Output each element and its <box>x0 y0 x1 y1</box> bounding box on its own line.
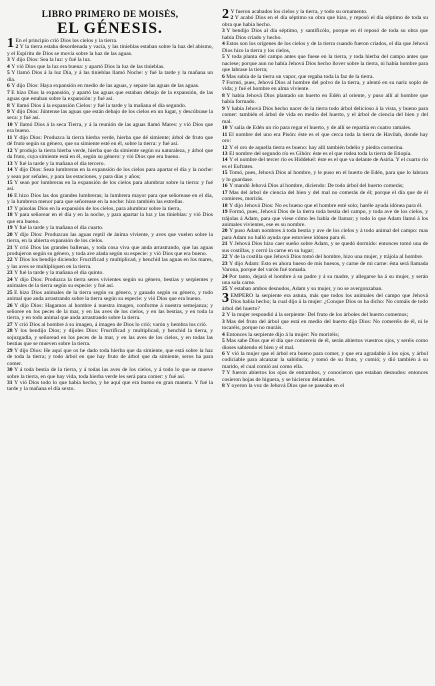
verse-text: Y á toda bestia de la tierra, y á todas las aves de los cielos, y á todo lo que se mueve sobre la tierra, en que hay vida, toda hierba verde les será para comer: y fué así. <box>7 367 213 380</box>
left-column <box>7 9 213 685</box>
verse <box>222 132 428 145</box>
verse-text: Y Dios los bendijo diciendo: Fructificad y multiplicad, y henchid las aguas en los mares, y las aves se multipliquen en la tierra. <box>7 257 213 270</box>
verse <box>222 41 428 54</box>
verse-text: Mas subía de la tierra un vapor, que regaba toda la faz de la tierra. <box>226 73 374 80</box>
verse <box>7 193 213 206</box>
verse-text: Mas del fruto del árbol que está en medio del huerto dijo Dios: No comeréis de él, ni le tocaréis, porque no muráis. <box>222 318 428 332</box>
verse <box>7 44 213 57</box>
verse-number: 5 <box>222 338 225 345</box>
verse-text: Y los bendijo Dios; y díjoles Dios: Fructificad y multiplicad, y henchid la tierra, y sojuzgadla, y señoread en los peces de la mar, y en las aves de los cielos, y en todas las bestias que se mueven sobre la tierra. <box>7 328 213 348</box>
verse <box>222 157 428 170</box>
verse <box>222 228 428 241</box>
verse <box>7 232 213 245</box>
verse-text: Y toda planta del campo antes que fuese en la tierra, y toda hierba del campo antes que naciese; porque aun no había Jehová Dios hecho llover sobre la tierra, ni había hombre para que labrase la tierra; <box>222 54 428 74</box>
verse <box>222 383 428 389</box>
verse-number: 25 <box>7 289 13 296</box>
verse-number: 22 <box>7 257 13 264</box>
verse <box>222 28 428 41</box>
verse-text: Y vió Dios todo lo que había hecho, y he aquí que era bueno en gran manera. Y fué la tarde y la mañana el día sexto. <box>7 380 213 393</box>
verse-number: 29 <box>7 347 13 354</box>
verse <box>222 351 428 370</box>
verse-text: Formó, pues, Jehová Dios de la tierra toda bestia del campo, y toda ave de los cielos, y trájolas á Adam, para que viese cómo les había de llamar; y todo lo que Adam llamó á los animales vivientes, ese es su nombre. <box>222 209 428 228</box>
verse <box>7 380 213 393</box>
verse-number: 3 <box>222 318 225 325</box>
verse-number: 18 <box>7 212 13 219</box>
verse-text: Y de la costilla que Jehová Dios tomó del hombre, hizo una mujer, y trájola al hombre. <box>229 254 424 261</box>
verse-text: Y salía de Edén un río para regar el huerto, y de allí se repartía en cuatro ramales. <box>229 125 412 132</box>
chapter-number: 3 <box>222 290 229 306</box>
verse <box>7 167 213 180</box>
verse-number: 25 <box>222 286 228 293</box>
verse <box>7 245 213 258</box>
verse <box>222 338 428 351</box>
verse-number: 22 <box>222 254 228 261</box>
verse-text: Y había Jehová Dios plantado un huerto en Edén al oriente, y puso allí al hombre que había formado. <box>222 92 428 106</box>
verse-number: 17 <box>222 189 228 196</box>
verse-number: 21 <box>7 244 13 251</box>
verse-number: 9 <box>222 105 225 112</box>
verse-text: Formó, pues, Jehová Dios al hombre del polvo de la tierra, y alentó en su nariz soplo de vida; y fué el hombre en alma viviente. <box>222 79 428 93</box>
verse-text: Y llamó Dios á la luz Día, y á las tinieblas llamó Noche: y fué la tarde y la mañana un día. <box>7 70 213 83</box>
verse-text: E hizo Dios las dos grandes lumbreras; la lumbrera mayor para que señorease en el día, y la lumbrera menor para que señorease en la noche: hizo también las estrellas. <box>7 192 213 206</box>
verse <box>222 290 428 312</box>
verse-number: 19 <box>222 209 228 216</box>
verse-text: Y dijo Dios: Hagamos al hombre á nuestra imagen, conforme á nuestra semejanza; y señoree en los peces de la mar, y en las aves de los cielos, y en las bestias, y en toda la tierra, y en todo animal que anda arrastrando sobre la tierra. <box>7 302 213 322</box>
verse-number: 30 <box>7 367 13 374</box>
verse-text: E hizo Dios la expansión, y apartó las aguas que estaban debajo de la expansión, de las aguas que estaban sobre la expansión: y fué así. <box>7 89 213 103</box>
verse-number: 23 <box>222 260 228 267</box>
verse <box>222 170 428 183</box>
verse-text: Y puso Adam nombres á toda bestia y ave de los cielos y á todo animal del campo: mas para Adam no halló ayuda que estuviese idónea para él. <box>222 228 428 241</box>
verse-number: 2 <box>230 15 234 22</box>
verse <box>7 328 213 347</box>
verse-text: Y dijo Dios: Júntense las aguas que están debajo de los cielos en un lugar, y descúbrase la seca: y fué así. <box>7 108 213 122</box>
verse-text: Estos son los orígenes de los cielos y de la tierra cuando fueron criados, el día que Jehová Dios hizo la tierra y los cielos, <box>222 41 428 54</box>
verse-text: Y dijo Dios: He aquí que os he dado toda hierba que da simiente, que está sobre la haz de toda la tierra; y todo árbol en que hay fruto de árbol que da simiente, seros ha para comer. <box>7 347 213 367</box>
verse-text: Y fué la tarde y la mañana el día cuarto. <box>14 225 104 232</box>
verse-number: 20 <box>7 231 13 238</box>
verse-number: 5 <box>7 70 10 77</box>
verse <box>7 257 213 270</box>
verse-text: Y la mujer respondió á la serpiente: Del fruto de los árboles del huerto comemos; <box>226 312 409 319</box>
verse-text: Y oyeron la voz de Jehová Dios que se paseaba en el <box>226 383 345 390</box>
verse-number: 6 <box>222 351 225 358</box>
verse-number: 14 <box>222 157 228 164</box>
verse-number: 13 <box>7 160 13 167</box>
verse-text: Y dijo Dios: Produzcan las aguas reptil de ánima viviente, y aves que vuelen sobre la tierra, en la abierta expansión de los cielos. <box>7 231 213 245</box>
verse-text: Y bendijo Dios al día séptimo, y santificólo, porque en él reposó de toda su obra que había Dios criado y hecho. <box>222 28 428 41</box>
verse-text: Y fueron abiertos los ojos de entrambos, y conocieron que estaban desnudos: entonces cosieron hojas de higuera, y se hicieron delantales. <box>222 370 428 383</box>
verse <box>7 367 213 380</box>
book-name: EL GÉNESIS. <box>57 20 163 37</box>
chapter-number: 2 <box>222 9 229 22</box>
verse <box>222 15 428 28</box>
verse-text: Y dijo Dios: Produzca la tierra seres vivientes según su género, bestias y serpientes y animales de la tierra según su especie: y fué así. <box>7 276 213 290</box>
verse <box>222 93 428 106</box>
verse <box>7 109 213 122</box>
verse-text: Y dijo Jehová Dios: No es bueno que el hombre esté solo; haréle ayuda idónea para él. <box>229 202 423 209</box>
book-title: LIBRO PRIMERO DE MOISÉS, <box>41 9 179 19</box>
verse <box>222 370 428 383</box>
verse-text: Y produjo la tierra hierba verde, hierba que da simiente según su naturaleza, y árbol que da fruto, cuya simiente está en él, según su género: y vió Dios que era bueno. <box>7 147 213 161</box>
verse-text: Y el oro de aquella tierra es bueno: hay allí también bdelio y piedra cornerina. <box>229 144 404 151</box>
verse <box>7 348 213 367</box>
verse <box>7 303 213 322</box>
verse-number: 7 <box>222 79 225 86</box>
verse-number: 26 <box>7 302 13 309</box>
verse-number: 14 <box>7 167 13 174</box>
verse <box>222 274 428 287</box>
verse <box>222 80 428 93</box>
verse-text: Y vió la mujer que el árbol era bueno para comer, y que era agradable á los ojos, y árbol codiciable para alcanzar la sabiduría; y tomó de su fruto, y comió; y dió también á su marido, el cual comió así como ella. <box>222 351 428 370</box>
verse <box>7 70 213 83</box>
verse-number: 4 <box>222 41 225 48</box>
verse-number: 11 <box>222 131 228 138</box>
verse-number: 15 <box>222 170 228 177</box>
verse-text: Entonces la serpiente dijo á la mujer: No moriréis; <box>226 331 340 338</box>
chapter-1 <box>7 38 213 393</box>
verse-number: 16 <box>222 183 228 190</box>
chapter-3 <box>222 290 428 390</box>
verse-text: Y sean por lumbreras en la expansión de los cielos para alumbrar sobre la tierra: y fué así. <box>7 179 213 193</box>
verse <box>7 122 213 135</box>
verse <box>222 319 428 332</box>
verse-number: 2 <box>15 44 19 51</box>
verse-text: El nombre del segundo río es Gihón: éste es el que rodea toda la tierra de Etiopía. <box>229 150 412 157</box>
verse <box>222 54 428 73</box>
verse-text: Y fué la tarde y la mañana el día quinto. <box>14 270 104 277</box>
verse-text: Y crió Dios las grandes ballenas, y toda cosa viva que anda arrastrando, que las aguas produjeron según su género, y toda ave alada según su especie: y vió Dios que era bueno. <box>7 244 213 257</box>
verse-number: 10 <box>7 121 13 128</box>
verse-number: 8 <box>222 383 225 390</box>
verse-text: EMPERO la serpiente era astuta, más que todos los animales del campo que Jehová Dios había hecho; la cual dijo á la mujer: ¿Conque Dios os ha dicho: No comáis de todo árbol del huerto? <box>222 292 428 312</box>
verse-number: 6 <box>7 83 10 90</box>
verse-number: 5 <box>222 54 225 61</box>
verse-text: Tomó, pues, Jehová Dios al hombre, y le puso en el huerto de Edén, para que lo labrara y lo guardase. <box>222 170 428 183</box>
verse-number: 3 <box>7 57 10 64</box>
verse-number: 12 <box>222 144 228 151</box>
verse-number: 13 <box>222 150 228 157</box>
verse-number: 31 <box>7 380 13 387</box>
verse-number: 10 <box>222 125 228 132</box>
verse-number: 21 <box>222 241 228 248</box>
chapter-number: 1 <box>7 36 14 51</box>
verse-number: 4 <box>7 63 10 70</box>
verse-number: 23 <box>7 270 13 277</box>
verse-text: Y el nombre del tercer río es Hiddekel: éste es el que va delante de Asiria. Y el cuarto río es el Eufrates. <box>222 157 428 170</box>
right-column <box>222 9 428 685</box>
verse-number: 7 <box>7 89 10 96</box>
verse-number: 3 <box>222 28 225 35</box>
verse <box>7 148 213 161</box>
verse-text: Y crió Dios al hombre á su imagen, á imagen de Dios lo crió; varón y hembra los crió. <box>14 321 208 328</box>
verse-number: 15 <box>7 179 13 186</box>
verse-text: Y para señorear en el día y en la noche, y para apartar la luz y las tinieblas: y vió Dios que era bueno. <box>7 212 213 225</box>
verse-number: 27 <box>7 321 13 328</box>
verse <box>222 209 428 228</box>
verse-text: El nombre del uno era Pisón: éste es el que cerca toda la tierra de Havilah, donde hay oro: <box>222 131 428 145</box>
verse-number: 4 <box>222 331 225 338</box>
verse-text: Y la tierra estaba desordenada y vacía, y las tinieblas estaban sobre la haz del abismo, y el Espíritu de Dios se movía sobre la haz de las aguas. <box>7 44 213 57</box>
verse-text: Y dijo Dios: Produzca la tierra hierba verde, hierba que dé simiente; árbol de fruto que dé fruto según su género, que su simiente esté en él, sobre la tierra: y fué así. <box>7 134 213 148</box>
verse-text: Y fué la tarde y la mañana el día tercero. <box>14 160 105 167</box>
verse-text: Y estaban ambos desnudos, Adam y su mujer, y no se avergonzaban. <box>229 286 383 293</box>
verse <box>222 261 428 274</box>
verse-text: Y púsolas Dios en la expansión de los cielos, para alumbrar sobre la tierra, <box>14 205 181 212</box>
chapter-2 <box>222 9 428 293</box>
verse-number: 24 <box>7 276 13 283</box>
verse-number: 7 <box>222 370 225 377</box>
verse-number: 16 <box>7 192 13 199</box>
verse <box>222 106 428 125</box>
verse-number: 12 <box>7 147 13 154</box>
verse-number: 9 <box>7 108 10 115</box>
verse-number: 28 <box>7 328 13 335</box>
verse-number: 20 <box>222 228 228 235</box>
verse-text: Mas del árbol de ciencia del bien y del mal no comerás de él; porque el día que de él comieres, morirás. <box>222 189 428 203</box>
verse <box>7 212 213 225</box>
verse <box>7 277 213 290</box>
verse-text: Y Jehová Dios hizo caer sueño sobre Adam, y se quedó dormido: entonces tomó una de sus costillas, y cerró la carne en su lugar; <box>222 241 428 254</box>
verse-number: 8 <box>7 102 10 109</box>
verse-text: Y dijo Adam: Esto es ahora hueso de mis huesos, y carne de mi carne: ésta será llamada Varona, porque del varón fué tomada. <box>222 260 428 274</box>
verse-text: Y llamó Dios á la expansión Cielos: y fué la tarde y la mañana el día segundo. <box>11 102 187 109</box>
verse-text: Y había Jehová Dios hecho nacer de la tierra todo árbol delicioso á la vista, y bueno para comer: también el árbol de vida en medio del huerto, y el árbol de ciencia del bien y del mal. <box>222 105 428 125</box>
verse-number: 17 <box>7 205 13 212</box>
verse-number: 6 <box>222 73 225 80</box>
verse <box>7 290 213 303</box>
verse-text: Y acabó Dios en el día séptimo su obra que hizo, y reposó el día séptimo de toda su obra que había hecho. <box>222 15 428 28</box>
verse-text: E hizo Dios animales de la tierra según su género, y ganado según su género, y todo animal que anda arrastrando sobre la tierra según su especie: y vió Dios que era bueno. <box>7 289 213 303</box>
verse-number: 2 <box>222 312 225 319</box>
verse-number: 11 <box>7 134 13 141</box>
verse-text: Por tanto, dejará el hombre á su padre y á su madre, y allegarse ha á su mujer, y serán una sola carne. <box>222 273 428 287</box>
verse-text: Mas sabe Dios que el día que comiereis de él, serán abiertos vuestros ojos, y seréis como dioses sabiendo el bien y el mal. <box>222 338 428 351</box>
verse <box>7 90 213 103</box>
verse-text: Y dijo Dios: Haya expansión en medio de las aguas, y separe las aguas de las aguas. <box>11 83 200 90</box>
verse <box>222 190 428 203</box>
verse-number: 19 <box>7 225 13 232</box>
verse-text: Y fueron acabados los cielos y la tierra, y todo su ornamento. <box>230 9 368 15</box>
verse <box>7 135 213 148</box>
verse-number: 8 <box>222 92 225 99</box>
verse-text: Y dijo Dios: Sea la luz: y fué la luz. <box>11 57 92 64</box>
verse-text: Y mandó Jehová Dios al hombre, diciendo: De todo árbol del huerto comerás; <box>229 183 404 190</box>
verse-text: Y llamó Dios á la seca Tierra, y á la reunión de las aguas llamó Mares: y vió Dios que era bueno. <box>7 121 213 135</box>
verse-text: En el principio crió Dios los cielos y la tierra. <box>15 38 118 44</box>
verse-number: 18 <box>222 202 228 209</box>
verse-text: Y vió Dios que la luz era buena: y apartó Dios la luz de las tinieblas. <box>11 63 165 70</box>
verse <box>7 180 213 193</box>
verse-text: Y dijo Dios: Sean lumbreras en la expansión de los cielos para apartar el día y la noche: y sean por señales, y para las estaciones, y para días y años; <box>7 167 213 180</box>
verse-number: 24 <box>222 273 228 280</box>
verse <box>222 241 428 254</box>
